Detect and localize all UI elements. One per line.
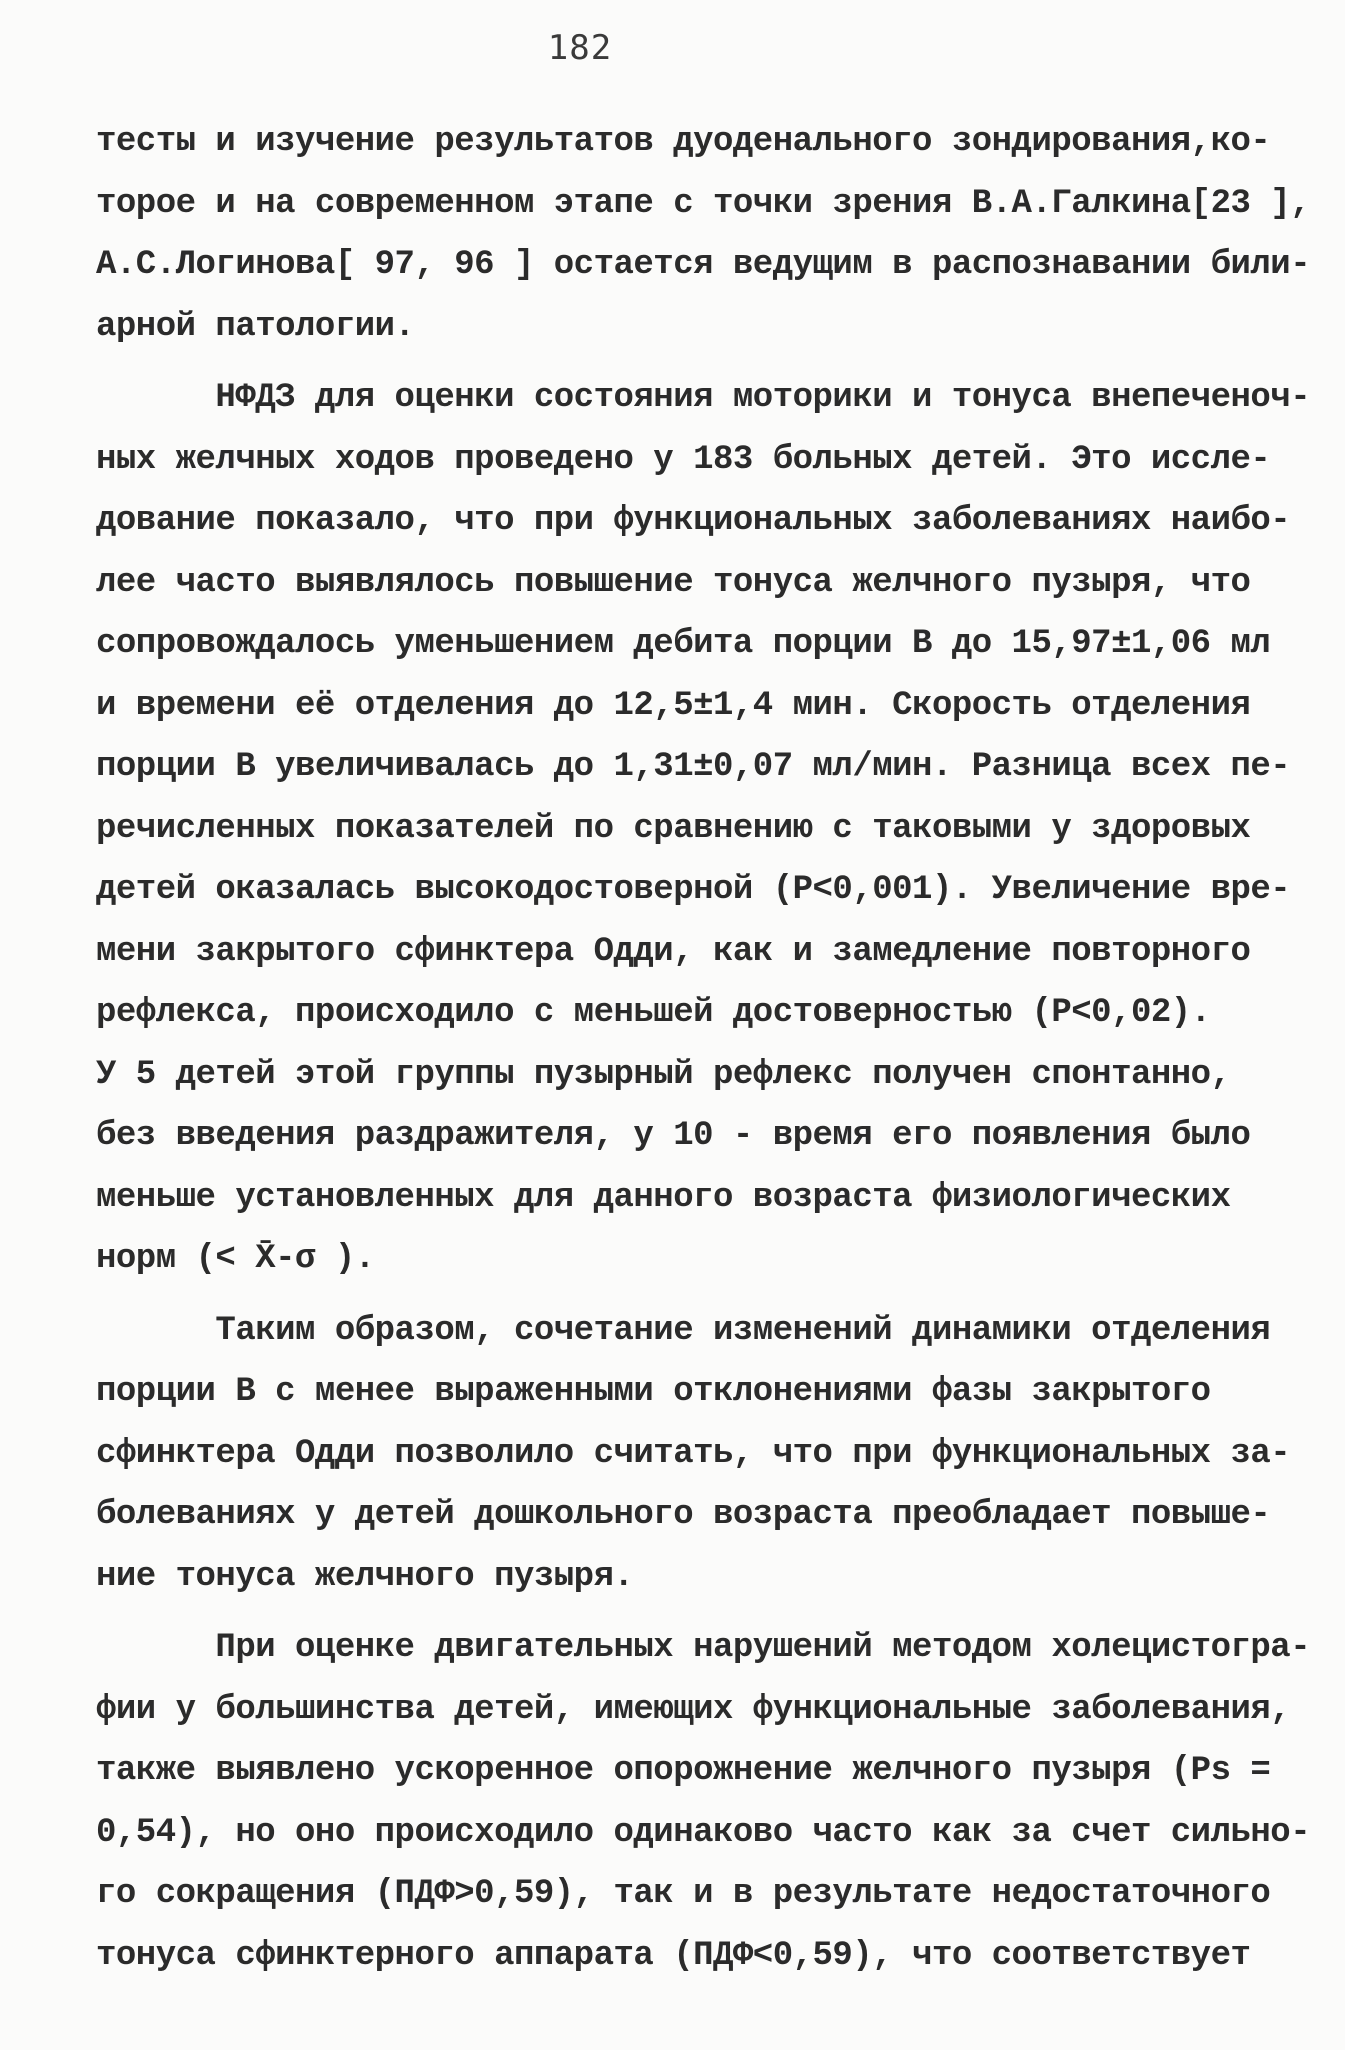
text-line: тонуса сфинктерного аппарата (ПДФ<0,59), что соответствует bbox=[96, 1936, 1251, 1975]
text-line: фии у большинства детей, имеющих функциональные заболевания, bbox=[96, 1690, 1291, 1729]
paragraph bbox=[96, 1618, 1311, 1987]
text-line: тесты и изучение результатов дуоденального зондирования,ко- bbox=[96, 123, 1271, 161]
text-line: торое и на современном этапе с точки зрения В.А.Галкина[23 ], bbox=[96, 184, 1311, 223]
paragraph bbox=[96, 368, 1311, 1291]
paragraph bbox=[96, 112, 1311, 358]
text-line: без введения раздражителя, у 10 - время его появления было bbox=[96, 1117, 1251, 1155]
paragraph-gap bbox=[96, 1608, 1261, 1618]
text-line: также выявлено ускоренное опорожнение желчного пузыря (Рs = bbox=[96, 1752, 1271, 1790]
text-line: А.С.Логинова[ 97, 96 ] остается ведущим в распознавании били- bbox=[96, 246, 1311, 284]
text-line: порции В с менее выраженными отклонениями фазы закрытого bbox=[96, 1373, 1211, 1411]
text-line: При оценке двигательных нарушений методом холецистогра- bbox=[96, 1629, 1311, 1667]
text-line: лее часто выявлялось повышение тонуса желчного пузыря, что bbox=[96, 563, 1251, 602]
text-line: детей оказалась высокодостоверной (Р<0,001). Увеличение вре- bbox=[96, 871, 1291, 909]
text-line: дование показало, что при функциональных заболеваниях наибо- bbox=[96, 502, 1291, 540]
text-line: и времени её отделения до 12,5±1,4 мин. Скорость отделения bbox=[96, 686, 1251, 725]
text-line: мени закрытого сфинктера Одди, как и замедление повторного bbox=[96, 932, 1251, 971]
text-line: норм (< X̄-σ ). bbox=[96, 1240, 375, 1278]
page-number: 182 bbox=[547, 28, 613, 68]
text-line: У 5 детей этой группы пузырный рефлекс получен спонтанно, bbox=[96, 1055, 1231, 1094]
text-line: 0,54), но оно происходило одинаково часто как за счет сильно- bbox=[96, 1813, 1311, 1852]
text-line: рефлекса, происходило с меньшей достоверностью (Р<0,02). bbox=[96, 994, 1211, 1032]
text-line: болеваниях у детей дошкольного возраста преобладает повыше- bbox=[96, 1496, 1271, 1534]
text-line: ных желчных ходов проведено у 183 больных детей. Это иссле- bbox=[96, 440, 1271, 479]
text-line: сфинктера Одди позволило считать, что при функциональных за- bbox=[96, 1434, 1291, 1473]
paragraph bbox=[96, 1301, 1291, 1609]
text-line: порции В увеличивалась до 1,31±0,07 мл/мин. Разница всех пе- bbox=[96, 748, 1291, 786]
text-line: речисленных показателей по сравнению с таковыми у здоровых bbox=[96, 809, 1251, 848]
text-line: го сокращения (ПДФ>0,59), так и в результате недостаточного bbox=[96, 1875, 1271, 1913]
text-line: сопровождалось уменьшением дебита порции В до 15,97±1,06 мл bbox=[96, 625, 1271, 663]
text-line: арной патологии. bbox=[96, 307, 415, 346]
paragraph-gap bbox=[96, 1291, 1261, 1301]
text-line: меньше установленных для данного возраста физиологических bbox=[96, 1178, 1231, 1217]
paragraph-gap bbox=[96, 358, 1261, 368]
text-line: ние тонуса желчного пузыря. bbox=[96, 1557, 634, 1596]
text-line: Таким образом, сочетание изменений динамики отделения bbox=[96, 1311, 1271, 1350]
body-text bbox=[96, 112, 1311, 1987]
text-line: НФДЗ для оценки состояния моторики и тонуса внепеченоч- bbox=[96, 379, 1311, 417]
